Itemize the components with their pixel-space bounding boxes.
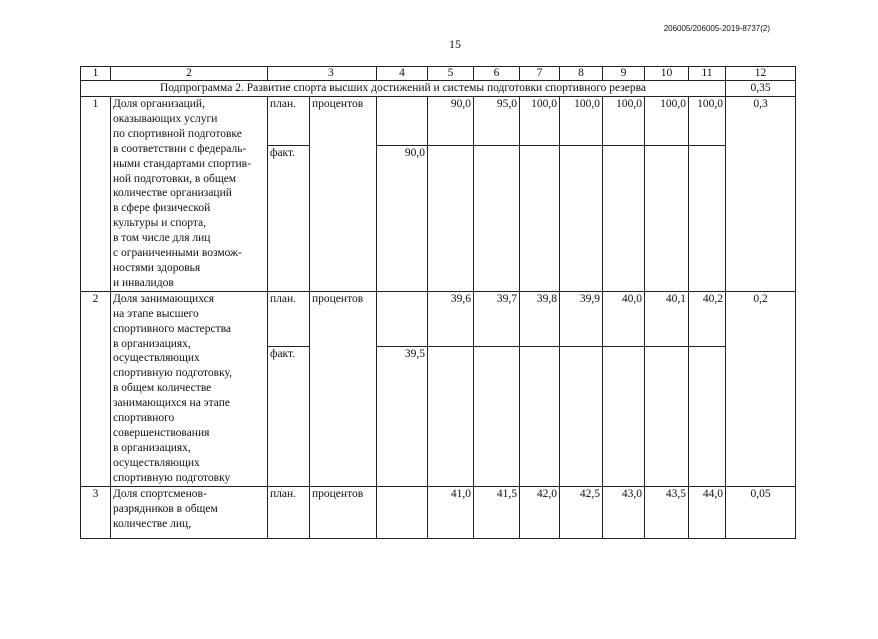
plan-value-2023: 43,0 (603, 486, 645, 538)
table-row (81, 486, 796, 538)
plan-value-2023: 40,0 (603, 291, 645, 346)
row-number: 2 (81, 291, 111, 486)
plan-value-2021: 100,0 (520, 97, 560, 146)
document-id: 206005/206005-2019-8737(2) (663, 24, 770, 33)
table-row (81, 97, 796, 146)
fact-label: факт. (268, 346, 310, 486)
plan-value-2020: 39,7 (474, 291, 520, 346)
empty-cell (474, 146, 520, 292)
plan-value-2023: 100,0 (603, 97, 645, 146)
page-number: 15 (449, 37, 461, 51)
subprogram-row (81, 81, 796, 97)
plan-value-2024: 40,1 (645, 291, 689, 346)
col-header-2: 2 (111, 67, 268, 81)
plan-value-2025: 44,0 (689, 486, 726, 538)
indicator-weight: 0,2 (726, 291, 796, 486)
indicator-name: Доля спортсменов- разрядников в общем количестве лиц, (111, 486, 268, 538)
indicator-weight: 0,3 (726, 97, 796, 292)
col-header-11: 11 (689, 67, 726, 81)
plan-value-2021: 39,8 (520, 291, 560, 346)
col-header-6: 6 (474, 67, 520, 81)
col-header-3: 3 (268, 67, 377, 81)
empty-cell (428, 346, 474, 486)
fact-value: 90,0 (377, 146, 428, 292)
plan-value-2024: 100,0 (645, 97, 689, 146)
plan-label: план. (268, 97, 310, 146)
empty-cell (520, 146, 560, 292)
plan-value-2022: 42,5 (560, 486, 603, 538)
col-header-10: 10 (645, 67, 689, 81)
empty-cell (520, 346, 560, 486)
empty-cell (428, 146, 474, 292)
empty-cell (645, 146, 689, 292)
table-row (81, 291, 796, 346)
fact-value: 39,5 (377, 346, 428, 486)
empty-cell (560, 346, 603, 486)
unit-label: процентов (310, 291, 377, 486)
empty-cell (560, 146, 603, 292)
indicator-weight: 0,05 (726, 486, 796, 538)
plan-value-2025: 40,2 (689, 291, 726, 346)
col-header-9: 9 (603, 67, 645, 81)
col-header-5: 5 (428, 67, 474, 81)
col-header-7: 7 (520, 67, 560, 81)
subprogram-weight: 0,35 (726, 81, 796, 97)
plan-value-2020: 95,0 (474, 97, 520, 146)
col-header-4: 4 (377, 67, 428, 81)
row-number: 3 (81, 486, 111, 538)
base-value-cell (377, 97, 428, 146)
empty-cell (645, 346, 689, 486)
plan-value-2020: 41,5 (474, 486, 520, 538)
plan-value-2019: 90,0 (428, 97, 474, 146)
fact-label: факт. (268, 146, 310, 292)
plan-value-2021: 42,0 (520, 486, 560, 538)
plan-value-2022: 39,9 (560, 291, 603, 346)
indicator-name: Доля организаций, оказывающих услуги по спортивной подготовке в соответствии с федераль- ными стандартами спортив- ной подготовки, в общем количестве организаций в сфере физической культуры и спорта, в том числе для лиц с ограниченными возмож- ностями здоровья и инвалидов (111, 97, 268, 292)
plan-label: план. (268, 291, 310, 346)
indicators-table (80, 66, 796, 539)
unit-label: процентов (310, 486, 377, 538)
plan-value-2025: 100,0 (689, 97, 726, 146)
empty-cell (689, 146, 726, 292)
indicator-name: Доля занимающихся на этапе высшего спортивного мастерства в организациях, осуществляющих спортивную подготовку, в общем количестве занимающихся на этапе спортивного совершенствования в организациях, осуществляющих спортивную подготовку (111, 291, 268, 486)
col-header-1: 1 (81, 67, 111, 81)
base-value-cell (377, 291, 428, 346)
unit-label: процентов (310, 97, 377, 292)
plan-value-2024: 43,5 (645, 486, 689, 538)
empty-cell (603, 146, 645, 292)
col-header-12: 12 (726, 67, 796, 81)
subprogram-title: Подпрограмма 2. Развитие спорта высших достижений и системы подготовки спортивного резерва (81, 81, 726, 97)
empty-cell (474, 346, 520, 486)
empty-cell (603, 346, 645, 486)
plan-value-2019: 41,0 (428, 486, 474, 538)
column-number-row (81, 67, 796, 81)
empty-cell (689, 346, 726, 486)
row-number: 1 (81, 97, 111, 292)
plan-value-2022: 100,0 (560, 97, 603, 146)
plan-label: план. (268, 486, 310, 538)
base-value-cell (377, 486, 428, 538)
plan-value-2019: 39,6 (428, 291, 474, 346)
col-header-8: 8 (560, 67, 603, 81)
